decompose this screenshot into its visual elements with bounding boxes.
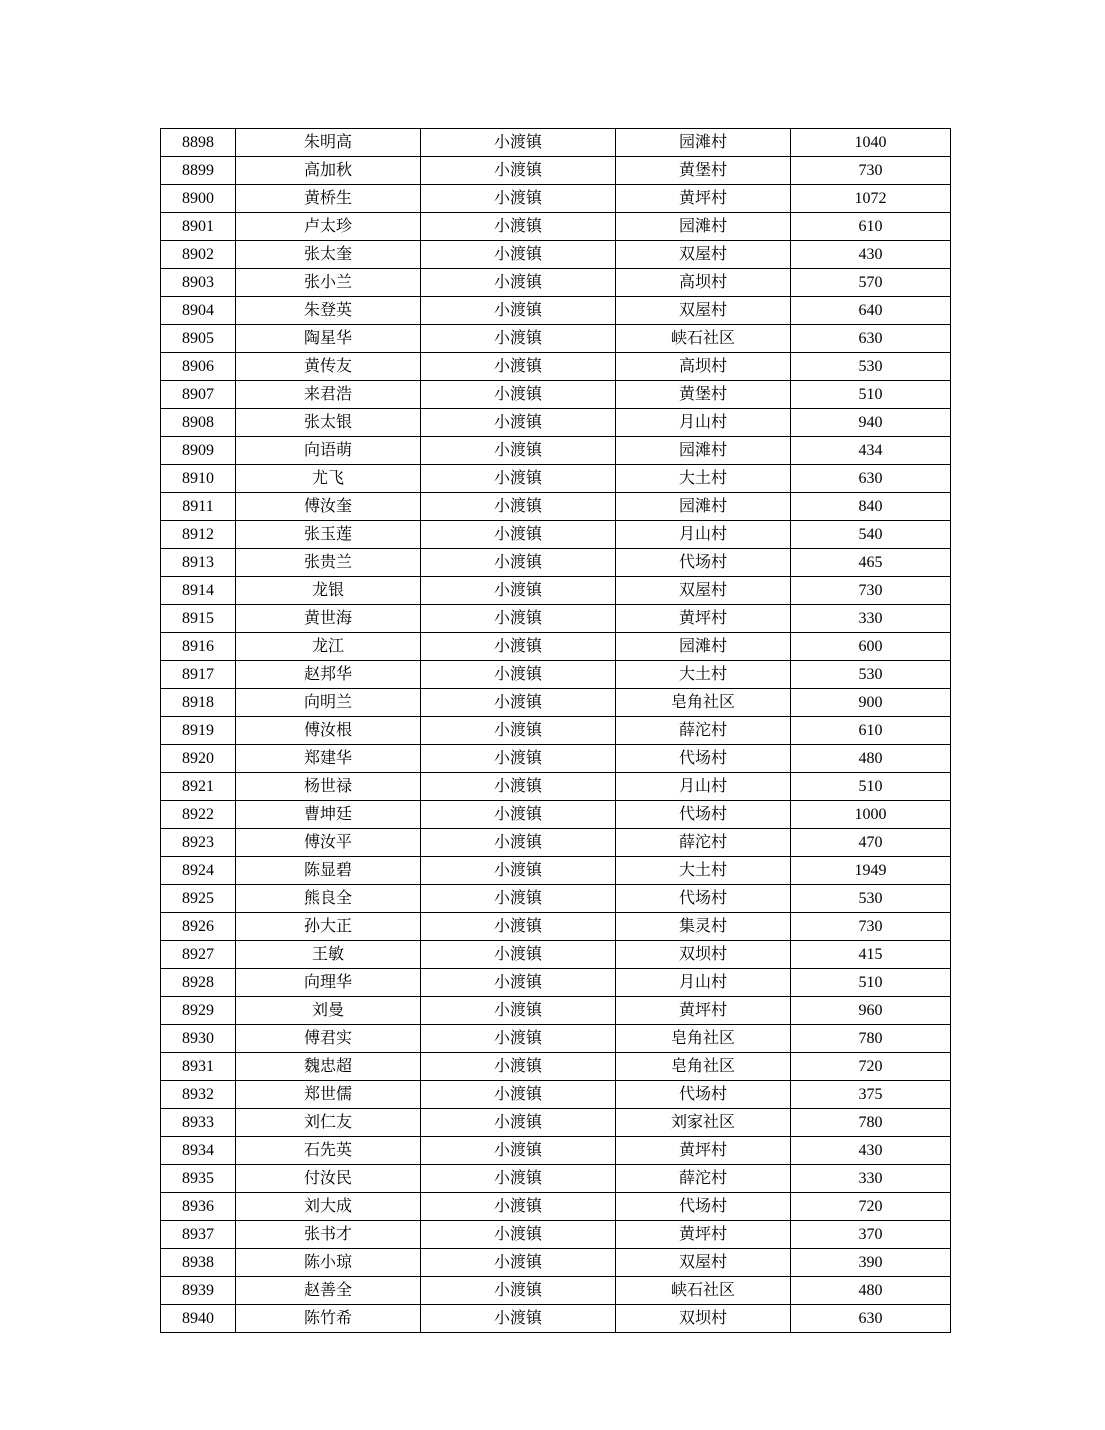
cell-id: 8921 xyxy=(161,773,236,801)
cell-town: 小渡镇 xyxy=(421,129,616,157)
cell-name: 张书才 xyxy=(236,1221,421,1249)
cell-town: 小渡镇 xyxy=(421,941,616,969)
cell-village: 代场村 xyxy=(616,885,791,913)
cell-name: 张玉莲 xyxy=(236,521,421,549)
cell-name: 来君浩 xyxy=(236,381,421,409)
table-row xyxy=(161,213,951,241)
cell-amount: 610 xyxy=(791,213,951,241)
cell-amount: 530 xyxy=(791,661,951,689)
cell-amount: 430 xyxy=(791,241,951,269)
table-row xyxy=(161,1081,951,1109)
cell-name: 尤飞 xyxy=(236,465,421,493)
cell-id: 8918 xyxy=(161,689,236,717)
table-row xyxy=(161,773,951,801)
table-row xyxy=(161,1137,951,1165)
cell-village: 黄坪村 xyxy=(616,1221,791,1249)
table-row xyxy=(161,717,951,745)
table-row xyxy=(161,521,951,549)
table-row xyxy=(161,409,951,437)
cell-name: 朱明高 xyxy=(236,129,421,157)
cell-name: 曹坤廷 xyxy=(236,801,421,829)
cell-name: 付汝民 xyxy=(236,1165,421,1193)
cell-id: 8929 xyxy=(161,997,236,1025)
cell-village: 双屋村 xyxy=(616,297,791,325)
cell-id: 8913 xyxy=(161,549,236,577)
table-row xyxy=(161,745,951,773)
cell-amount: 1949 xyxy=(791,857,951,885)
cell-town: 小渡镇 xyxy=(421,997,616,1025)
cell-name: 张太奎 xyxy=(236,241,421,269)
cell-town: 小渡镇 xyxy=(421,437,616,465)
cell-town: 小渡镇 xyxy=(421,885,616,913)
cell-name: 傅君实 xyxy=(236,1025,421,1053)
cell-amount: 375 xyxy=(791,1081,951,1109)
cell-amount: 570 xyxy=(791,269,951,297)
cell-name: 傅汝根 xyxy=(236,717,421,745)
cell-amount: 730 xyxy=(791,913,951,941)
cell-name: 赵邦华 xyxy=(236,661,421,689)
cell-amount: 630 xyxy=(791,325,951,353)
table-row xyxy=(161,801,951,829)
table-row xyxy=(161,325,951,353)
cell-amount: 470 xyxy=(791,829,951,857)
cell-name: 张太银 xyxy=(236,409,421,437)
cell-amount: 780 xyxy=(791,1025,951,1053)
cell-village: 峡石社区 xyxy=(616,325,791,353)
table-row xyxy=(161,1109,951,1137)
cell-amount: 370 xyxy=(791,1221,951,1249)
cell-town: 小渡镇 xyxy=(421,1025,616,1053)
cell-name: 傅汝奎 xyxy=(236,493,421,521)
cell-village: 双坝村 xyxy=(616,1305,791,1333)
table-row xyxy=(161,997,951,1025)
cell-town: 小渡镇 xyxy=(421,465,616,493)
table-row xyxy=(161,1193,951,1221)
table-row xyxy=(161,381,951,409)
cell-amount: 390 xyxy=(791,1249,951,1277)
roster-table xyxy=(160,128,951,1333)
cell-id: 8924 xyxy=(161,857,236,885)
cell-village: 高坝村 xyxy=(616,353,791,381)
table-row xyxy=(161,577,951,605)
cell-id: 8919 xyxy=(161,717,236,745)
cell-town: 小渡镇 xyxy=(421,213,616,241)
table-row xyxy=(161,633,951,661)
cell-town: 小渡镇 xyxy=(421,381,616,409)
cell-town: 小渡镇 xyxy=(421,1221,616,1249)
cell-town: 小渡镇 xyxy=(421,269,616,297)
cell-village: 月山村 xyxy=(616,521,791,549)
cell-id: 8911 xyxy=(161,493,236,521)
cell-village: 薛沱村 xyxy=(616,1165,791,1193)
cell-amount: 530 xyxy=(791,885,951,913)
cell-amount: 480 xyxy=(791,745,951,773)
cell-name: 向语萌 xyxy=(236,437,421,465)
cell-id: 8899 xyxy=(161,157,236,185)
cell-amount: 540 xyxy=(791,521,951,549)
cell-town: 小渡镇 xyxy=(421,157,616,185)
table-row xyxy=(161,941,951,969)
table-row xyxy=(161,1249,951,1277)
cell-town: 小渡镇 xyxy=(421,633,616,661)
cell-village: 代场村 xyxy=(616,549,791,577)
cell-amount: 415 xyxy=(791,941,951,969)
cell-id: 8906 xyxy=(161,353,236,381)
cell-village: 黄坪村 xyxy=(616,605,791,633)
cell-town: 小渡镇 xyxy=(421,241,616,269)
cell-village: 双屋村 xyxy=(616,1249,791,1277)
cell-name: 石先英 xyxy=(236,1137,421,1165)
cell-town: 小渡镇 xyxy=(421,661,616,689)
cell-village: 黄坪村 xyxy=(616,997,791,1025)
table-row xyxy=(161,269,951,297)
table-row xyxy=(161,829,951,857)
cell-id: 8934 xyxy=(161,1137,236,1165)
cell-amount: 430 xyxy=(791,1137,951,1165)
cell-name: 郑世儒 xyxy=(236,1081,421,1109)
cell-village: 大土村 xyxy=(616,465,791,493)
cell-village: 园滩村 xyxy=(616,437,791,465)
cell-village: 代场村 xyxy=(616,801,791,829)
cell-name: 陈显碧 xyxy=(236,857,421,885)
cell-amount: 480 xyxy=(791,1277,951,1305)
cell-id: 8916 xyxy=(161,633,236,661)
cell-id: 8898 xyxy=(161,129,236,157)
cell-town: 小渡镇 xyxy=(421,549,616,577)
cell-id: 8902 xyxy=(161,241,236,269)
cell-amount: 530 xyxy=(791,353,951,381)
cell-id: 8939 xyxy=(161,1277,236,1305)
cell-town: 小渡镇 xyxy=(421,913,616,941)
cell-id: 8931 xyxy=(161,1053,236,1081)
cell-amount: 940 xyxy=(791,409,951,437)
cell-town: 小渡镇 xyxy=(421,717,616,745)
cell-amount: 600 xyxy=(791,633,951,661)
cell-village: 黄堡村 xyxy=(616,381,791,409)
cell-town: 小渡镇 xyxy=(421,1193,616,1221)
cell-village: 薛沱村 xyxy=(616,829,791,857)
cell-name: 高加秋 xyxy=(236,157,421,185)
cell-id: 8937 xyxy=(161,1221,236,1249)
cell-name: 杨世禄 xyxy=(236,773,421,801)
cell-town: 小渡镇 xyxy=(421,521,616,549)
cell-id: 8915 xyxy=(161,605,236,633)
cell-name: 张小兰 xyxy=(236,269,421,297)
cell-name: 龙银 xyxy=(236,577,421,605)
cell-town: 小渡镇 xyxy=(421,493,616,521)
cell-town: 小渡镇 xyxy=(421,1165,616,1193)
table-row xyxy=(161,1025,951,1053)
cell-village: 双屋村 xyxy=(616,577,791,605)
cell-amount: 630 xyxy=(791,1305,951,1333)
cell-id: 8900 xyxy=(161,185,236,213)
cell-amount: 1072 xyxy=(791,185,951,213)
cell-name: 郑建华 xyxy=(236,745,421,773)
cell-town: 小渡镇 xyxy=(421,773,616,801)
table-row xyxy=(161,241,951,269)
cell-village: 黄堡村 xyxy=(616,157,791,185)
cell-village: 双坝村 xyxy=(616,941,791,969)
table-row xyxy=(161,689,951,717)
table-row xyxy=(161,129,951,157)
table-row xyxy=(161,969,951,997)
table-row xyxy=(161,605,951,633)
cell-name: 刘大成 xyxy=(236,1193,421,1221)
cell-town: 小渡镇 xyxy=(421,1137,616,1165)
table-row xyxy=(161,493,951,521)
cell-amount: 510 xyxy=(791,773,951,801)
cell-name: 刘仁友 xyxy=(236,1109,421,1137)
cell-amount: 434 xyxy=(791,437,951,465)
cell-id: 8914 xyxy=(161,577,236,605)
cell-id: 8909 xyxy=(161,437,236,465)
cell-id: 8912 xyxy=(161,521,236,549)
cell-village: 月山村 xyxy=(616,969,791,997)
table-row xyxy=(161,1165,951,1193)
cell-village: 园滩村 xyxy=(616,633,791,661)
cell-amount: 1000 xyxy=(791,801,951,829)
cell-id: 8926 xyxy=(161,913,236,941)
cell-village: 大土村 xyxy=(616,857,791,885)
cell-village: 高坝村 xyxy=(616,269,791,297)
cell-name: 赵善全 xyxy=(236,1277,421,1305)
cell-town: 小渡镇 xyxy=(421,1081,616,1109)
table-row xyxy=(161,1305,951,1333)
cell-village: 黄坪村 xyxy=(616,185,791,213)
table-row xyxy=(161,857,951,885)
cell-village: 大土村 xyxy=(616,661,791,689)
cell-id: 8936 xyxy=(161,1193,236,1221)
cell-amount: 840 xyxy=(791,493,951,521)
cell-amount: 1040 xyxy=(791,129,951,157)
table-row xyxy=(161,157,951,185)
table-row xyxy=(161,185,951,213)
cell-town: 小渡镇 xyxy=(421,1305,616,1333)
cell-village: 园滩村 xyxy=(616,129,791,157)
cell-amount: 465 xyxy=(791,549,951,577)
cell-amount: 610 xyxy=(791,717,951,745)
table-row xyxy=(161,913,951,941)
cell-name: 向理华 xyxy=(236,969,421,997)
cell-village: 代场村 xyxy=(616,1081,791,1109)
cell-town: 小渡镇 xyxy=(421,1277,616,1305)
cell-town: 小渡镇 xyxy=(421,605,616,633)
cell-town: 小渡镇 xyxy=(421,857,616,885)
cell-name: 傅汝平 xyxy=(236,829,421,857)
cell-name: 魏忠超 xyxy=(236,1053,421,1081)
cell-amount: 330 xyxy=(791,1165,951,1193)
cell-amount: 510 xyxy=(791,969,951,997)
cell-village: 刘家社区 xyxy=(616,1109,791,1137)
cell-village: 黄坪村 xyxy=(616,1137,791,1165)
cell-name: 孙大正 xyxy=(236,913,421,941)
cell-village: 双屋村 xyxy=(616,241,791,269)
cell-village: 月山村 xyxy=(616,409,791,437)
cell-village: 代场村 xyxy=(616,745,791,773)
cell-name: 王敏 xyxy=(236,941,421,969)
cell-id: 8935 xyxy=(161,1165,236,1193)
table-body xyxy=(161,129,951,1333)
cell-town: 小渡镇 xyxy=(421,353,616,381)
cell-id: 8940 xyxy=(161,1305,236,1333)
cell-id: 8932 xyxy=(161,1081,236,1109)
table-row xyxy=(161,661,951,689)
cell-id: 8930 xyxy=(161,1025,236,1053)
cell-id: 8910 xyxy=(161,465,236,493)
cell-amount: 720 xyxy=(791,1193,951,1221)
cell-town: 小渡镇 xyxy=(421,829,616,857)
cell-id: 8927 xyxy=(161,941,236,969)
cell-village: 薛沱村 xyxy=(616,717,791,745)
cell-id: 8933 xyxy=(161,1109,236,1137)
cell-town: 小渡镇 xyxy=(421,969,616,997)
cell-village: 皂角社区 xyxy=(616,689,791,717)
cell-name: 陈小琼 xyxy=(236,1249,421,1277)
cell-name: 黄桥生 xyxy=(236,185,421,213)
cell-name: 卢太珍 xyxy=(236,213,421,241)
cell-name: 黄传友 xyxy=(236,353,421,381)
cell-name: 朱登英 xyxy=(236,297,421,325)
table-row xyxy=(161,1053,951,1081)
cell-id: 8907 xyxy=(161,381,236,409)
cell-name: 熊良全 xyxy=(236,885,421,913)
cell-town: 小渡镇 xyxy=(421,185,616,213)
cell-amount: 730 xyxy=(791,157,951,185)
cell-id: 8917 xyxy=(161,661,236,689)
table-row xyxy=(161,885,951,913)
cell-amount: 780 xyxy=(791,1109,951,1137)
cell-town: 小渡镇 xyxy=(421,745,616,773)
cell-id: 8928 xyxy=(161,969,236,997)
cell-village: 园滩村 xyxy=(616,213,791,241)
cell-name: 刘曼 xyxy=(236,997,421,1025)
table-row xyxy=(161,549,951,577)
cell-amount: 640 xyxy=(791,297,951,325)
cell-id: 8903 xyxy=(161,269,236,297)
cell-village: 皂角社区 xyxy=(616,1053,791,1081)
cell-id: 8923 xyxy=(161,829,236,857)
cell-town: 小渡镇 xyxy=(421,325,616,353)
cell-amount: 330 xyxy=(791,605,951,633)
cell-town: 小渡镇 xyxy=(421,1053,616,1081)
cell-name: 陶星华 xyxy=(236,325,421,353)
cell-name: 向明兰 xyxy=(236,689,421,717)
table-row xyxy=(161,1277,951,1305)
cell-village: 皂角社区 xyxy=(616,1025,791,1053)
cell-amount: 510 xyxy=(791,381,951,409)
cell-amount: 720 xyxy=(791,1053,951,1081)
cell-amount: 730 xyxy=(791,577,951,605)
cell-name: 黄世海 xyxy=(236,605,421,633)
cell-town: 小渡镇 xyxy=(421,689,616,717)
cell-id: 8925 xyxy=(161,885,236,913)
cell-village: 峡石社区 xyxy=(616,1277,791,1305)
cell-name: 龙江 xyxy=(236,633,421,661)
cell-id: 8905 xyxy=(161,325,236,353)
table-row xyxy=(161,1221,951,1249)
cell-amount: 630 xyxy=(791,465,951,493)
cell-name: 陈竹希 xyxy=(236,1305,421,1333)
cell-town: 小渡镇 xyxy=(421,577,616,605)
cell-town: 小渡镇 xyxy=(421,297,616,325)
cell-amount: 960 xyxy=(791,997,951,1025)
cell-id: 8908 xyxy=(161,409,236,437)
cell-id: 8922 xyxy=(161,801,236,829)
cell-id: 8920 xyxy=(161,745,236,773)
table-row xyxy=(161,297,951,325)
cell-id: 8901 xyxy=(161,213,236,241)
cell-town: 小渡镇 xyxy=(421,1109,616,1137)
table-row xyxy=(161,465,951,493)
cell-town: 小渡镇 xyxy=(421,1249,616,1277)
cell-village: 月山村 xyxy=(616,773,791,801)
cell-amount: 900 xyxy=(791,689,951,717)
table-row xyxy=(161,353,951,381)
cell-village: 代场村 xyxy=(616,1193,791,1221)
table-row xyxy=(161,437,951,465)
cell-village: 集灵村 xyxy=(616,913,791,941)
cell-id: 8904 xyxy=(161,297,236,325)
cell-town: 小渡镇 xyxy=(421,409,616,437)
cell-id: 8938 xyxy=(161,1249,236,1277)
cell-village: 园滩村 xyxy=(616,493,791,521)
cell-name: 张贵兰 xyxy=(236,549,421,577)
cell-town: 小渡镇 xyxy=(421,801,616,829)
